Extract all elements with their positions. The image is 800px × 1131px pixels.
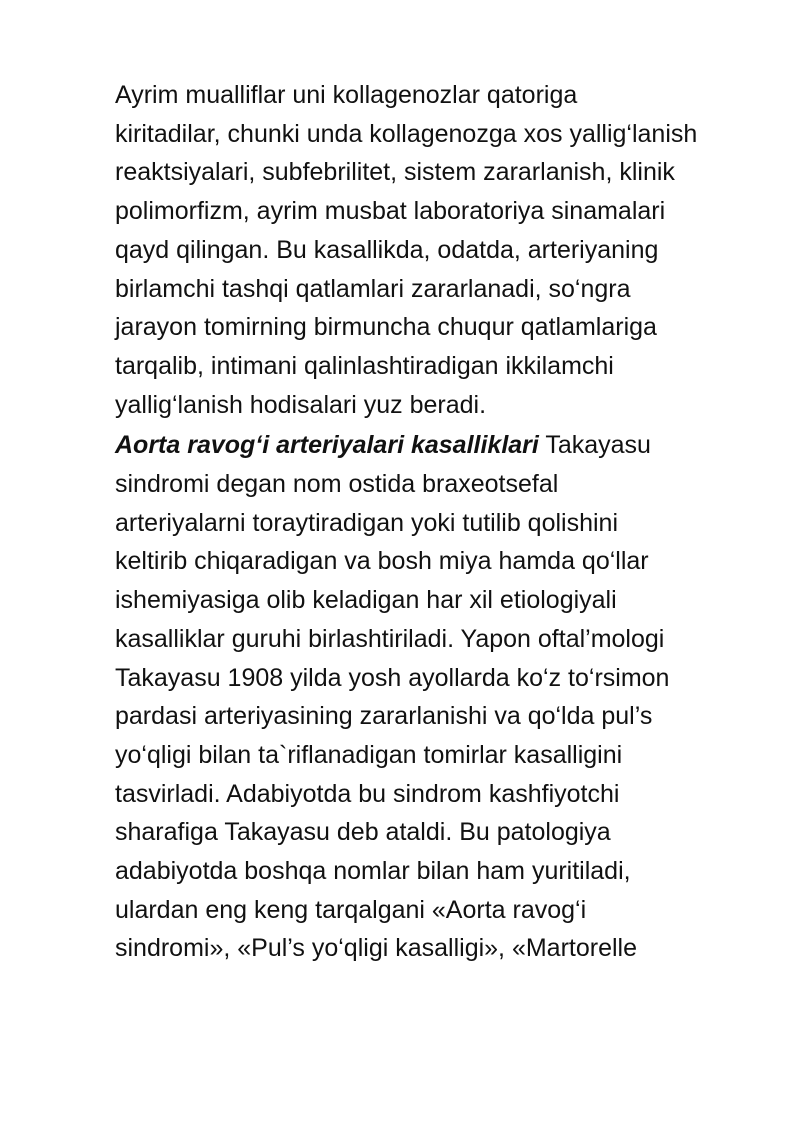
text-line: kiritadilar, chunki unda kollagenozga xos yallig‘lanish [115,119,698,148]
text-line: yallig‘lanish hodisalari yuz beradi. [115,390,487,419]
text-line: reaktsiyalari, subfebrilitet, sistem zararlanish, klinik [115,158,675,187]
section-term: Aorta ravog‘i arteriyalari kasalliklari [115,431,539,460]
text-line: pardasi arteriyasining zararlanishi va qo‘lda pul’s [115,702,653,731]
text-line: Ayrim mualliflar uni kollagenozlar qatoriga [115,81,578,109]
text-line: ulardan eng keng tarqalgani «Aorta ravog‘i [115,895,587,924]
text-line: yo‘qligi bilan ta`riflanadigan tomirlar kasalligini [115,740,623,769]
text-line-first [115,426,755,465]
text-line: sindromi», «Pul’s yo‘qligi kasalligi», «Martorelle [115,934,637,963]
text-line: keltirib chiqaradigan va bosh miya hamda qo‘llar [115,547,649,576]
text-line: adabiyotda boshqa nomlar bilan ham yuritiladi, [115,857,631,886]
text-line: Takayasu 1908 yilda yosh ayollarda ko‘z to‘rsimon [115,663,670,692]
document-page [115,76,755,968]
text-line: arteriyalarni toraytiradigan yoki tutilib qolishini [115,508,619,537]
text-line: qayd qilingan. Bu kasallikda, odatda, arteriyaning [115,235,659,264]
text-line: tarqalib, intimani qalinlashtiradigan ikkilamchi [115,351,614,380]
paragraph-2 [115,426,755,968]
text-line: kasalliklar guruhi birlashtiriladi. Yapon oftal’mologi [115,624,665,653]
text-line: sindromi degan nom ostida braxeotsefal [115,470,559,499]
text-line: polimorfizm, ayrim musbat laboratoriya sinamalari [115,197,666,226]
text-line: jarayon tomirning birmuncha chuqur qatlamlariga [115,313,657,342]
text-line: sharafiga Takayasu deb ataldi. Bu patologiya [115,818,611,847]
text-line: tasvirladi. Adabiyotda bu sindrom kashfiyotchi [115,779,620,808]
paragraph-1 [115,76,755,424]
text-line: ishemiyasiga olib keladigan har xil etiologiyali [115,586,617,615]
text-line: birlamchi tashqi qatlamlari zararlanadi, so‘ngra [115,274,631,303]
text-fragment: Takayasu [538,431,651,460]
